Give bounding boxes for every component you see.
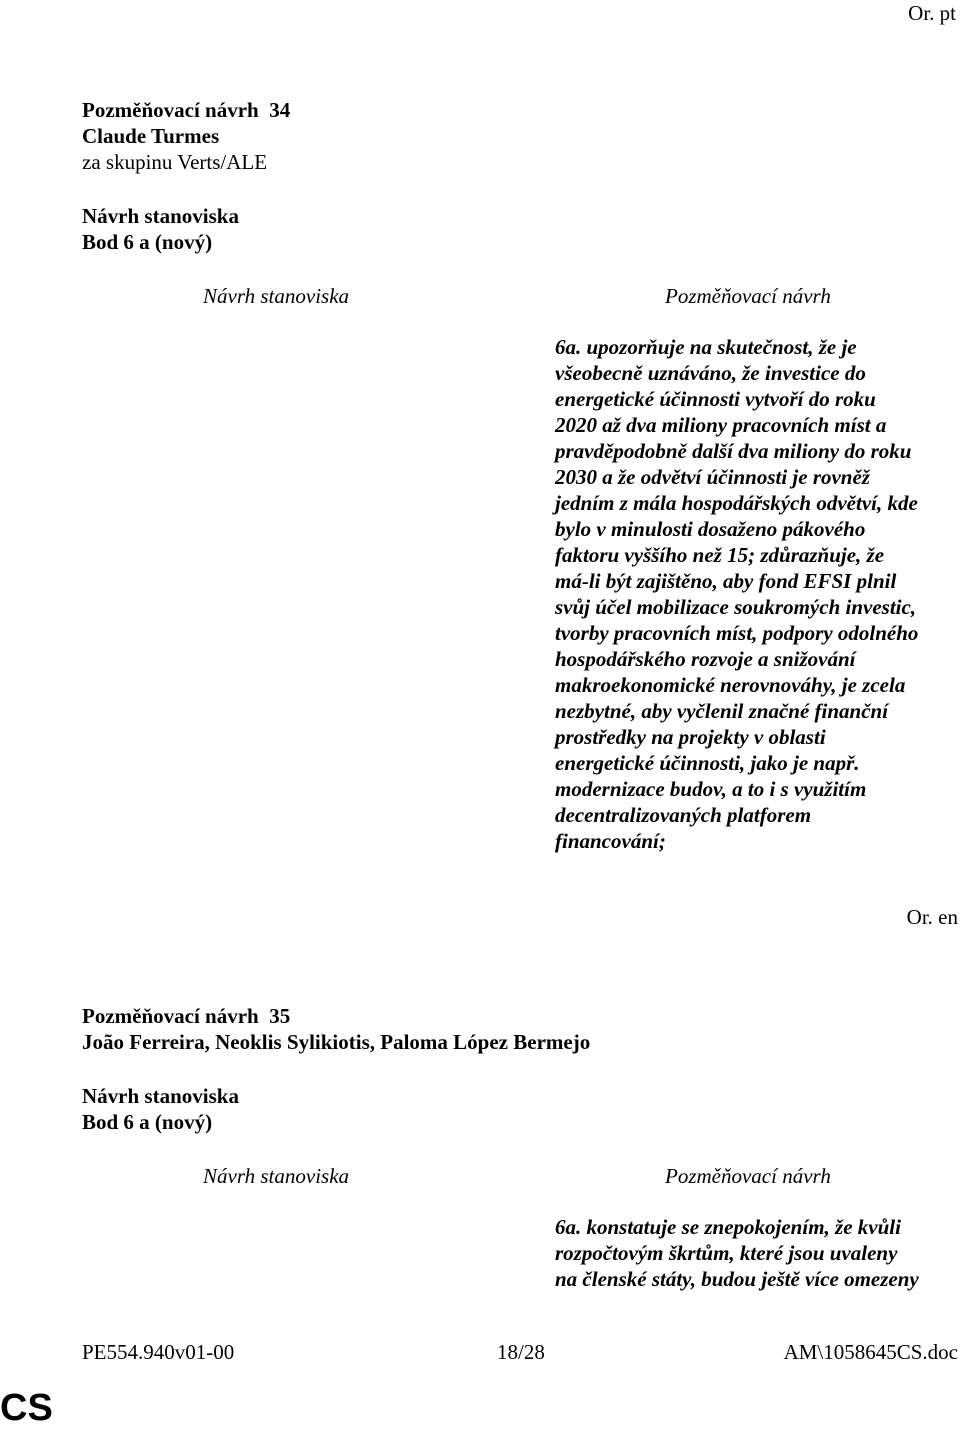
document-type: Návrh stanoviska <box>82 204 239 228</box>
amendment-title <box>82 1003 590 1029</box>
amendment-title <box>82 97 290 123</box>
footer-doc-ref: PE554.940v01-00 <box>82 1340 235 1364</box>
column-header-right: Pozměňovací návrh <box>665 1164 831 1188</box>
amendment-text-line: hospodářského rozvoje a snižování <box>555 647 856 671</box>
amendment-text-line: 2020 až dva miliony pracovních míst a <box>555 413 887 437</box>
amendment-text-line: má-li být zajištěno, aby fond EFSI plnil <box>555 569 897 593</box>
amendment-number: 35 <box>269 1004 291 1028</box>
point-reference: Bod 6 a (nový) <box>82 1110 213 1134</box>
amendment-34-text <box>555 334 960 854</box>
amendment-text-line: všeobecně uznáváno, že investice do <box>555 361 866 385</box>
amendment-text-line: jedním z mála hospodářských odvětví, kde <box>555 491 918 515</box>
amendment-author: Claude Turmes <box>82 124 220 148</box>
footer-page-number: 18/28 <box>497 1340 545 1364</box>
amendment-text-line: 6a. upozorňuje na skutečnost, že je <box>555 335 857 359</box>
document-type: Návrh stanoviska <box>82 1084 239 1108</box>
amendment-34-reference <box>82 203 239 255</box>
column-header-right: Pozměňovací návrh <box>665 284 831 308</box>
amendment-34-header <box>82 97 290 175</box>
amendment-label: Pozměňovací návrh <box>82 98 259 122</box>
amendment-text-line: makroekonomické nerovnováhy, je zcela <box>555 673 906 697</box>
amendment-text-line: tvorby pracovních míst, podpory odolného <box>555 621 919 645</box>
amendment-text-line: prostředky na projekty v oblasti <box>555 725 826 749</box>
amendment-text-line: energetické účinnosti, jako je např. <box>555 751 860 775</box>
column-header-left: Návrh stanoviska <box>203 1164 350 1188</box>
amendment-text-line: decentralizovaných platforem <box>555 803 812 827</box>
original-language-top: Or. pt <box>908 1 956 25</box>
amendment-text-line: na členské státy, budou ještě více omezeny <box>555 1267 919 1291</box>
amendment-label: Pozměňovací návrh <box>82 1004 259 1028</box>
amendment-text-line: modernizace budov, a to i s využitím <box>555 777 867 801</box>
amendment-text-line: 2030 a že odvětví účinnosti je rovněž <box>555 465 870 489</box>
amendment-text-line: energetické účinnosti vytvoří do roku <box>555 387 876 411</box>
amendment-35-text <box>555 1214 960 1292</box>
amendment-text-line: rozpočtovým škrtům, které jsou uvaleny <box>555 1241 898 1265</box>
original-language: Or. en <box>906 905 958 929</box>
amendment-number: 34 <box>269 98 291 122</box>
amendment-text-line: financování; <box>555 829 666 853</box>
amendment-text-line: 6a. konstatuje se znepokojením, že kvůli <box>555 1215 901 1239</box>
amendment-group: za skupinu Verts/ALE <box>82 150 268 174</box>
language-badge: CS <box>0 1387 53 1429</box>
amendment-35-reference <box>82 1083 239 1135</box>
amendment-text-line: pravděpodobně další dva miliony do roku <box>555 439 912 463</box>
amendment-35-header <box>82 1003 590 1055</box>
point-reference: Bod 6 a (nový) <box>82 230 213 254</box>
amendment-author: João Ferreira, Neoklis Sylikiotis, Paloma López Bermejo <box>82 1030 591 1054</box>
amendment-text-line: svůj účel mobilizace soukromých investic, <box>555 595 917 619</box>
footer-file-name: AM\1058645CS.doc <box>783 1340 958 1364</box>
column-header-left: Návrh stanoviska <box>203 284 350 308</box>
amendment-text-line: faktoru vyššího než 15; zdůrazňuje, že <box>555 543 885 567</box>
amendment-text-line: bylo v minulosti dosaženo pákového <box>555 517 866 541</box>
amendment-text-line: nezbytné, aby vyčlenil značné finanční <box>555 699 889 723</box>
